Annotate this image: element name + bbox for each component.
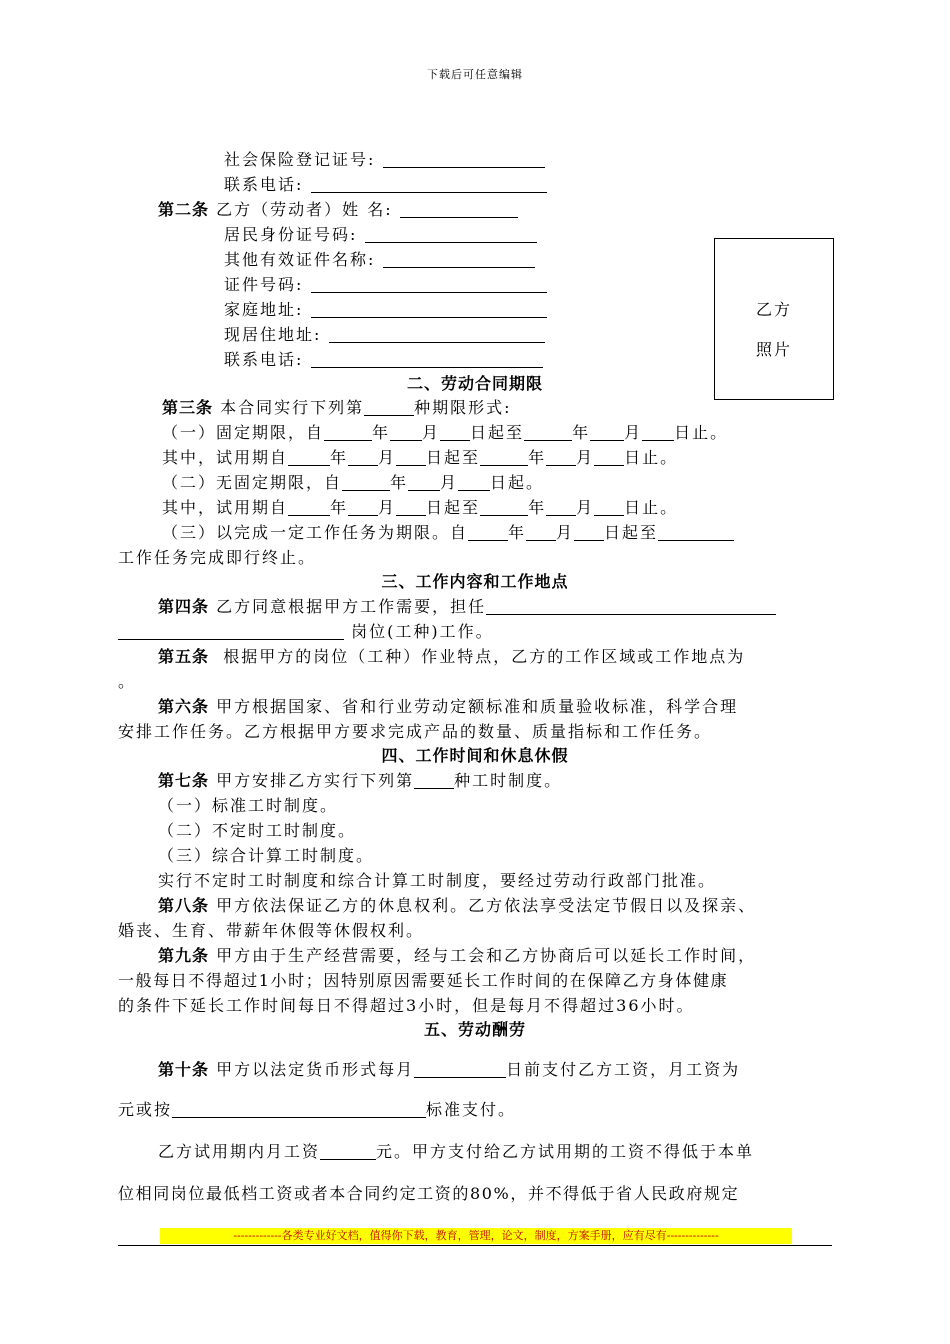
article-10-cont-2 [158,1142,754,1162]
text: 年 [330,498,349,517]
blank-field[interactable] [408,474,440,491]
text: 月 [440,473,459,492]
page-header: 下载后可任意编辑 [427,68,523,81]
blank-field[interactable] [348,499,378,516]
blank-field[interactable] [642,424,674,441]
task-end-line: 工作任务完成即行终止。 [118,548,317,567]
article-4-cont [118,622,494,642]
article-9-line [158,946,756,966]
blank-field[interactable] [400,201,518,218]
text: 年 [390,473,409,492]
text: 年 [528,498,547,517]
article-5-cont: 。 [118,672,137,691]
text: （一）固定期限，自 [162,423,325,442]
text: 甲方由于生产经营需要，经与工会和乙方协商后可以延长工作时间， [216,946,757,965]
article-6-line [158,697,738,717]
phone-line-a [224,175,547,195]
label: 乙方（劳动者）姓 名: [216,200,393,219]
phone-line-b [224,350,543,370]
article-4-line [158,597,776,617]
article-number: 第五条 [158,647,210,666]
blank-field[interactable] [342,474,390,491]
blank-field[interactable] [546,499,576,516]
blank-field[interactable] [594,449,624,466]
article-10-cont-3: 位相同岗位最低档工资或者本合同约定工资的80%，并不得低于省人民政府规定 [118,1184,740,1203]
blank-field[interactable] [594,499,624,516]
cert-number-line [224,275,547,295]
blank-field[interactable] [658,524,734,541]
text: 月 [378,448,397,467]
article-8-cont: 婚丧、生育、带薪年休假等休假权利。 [118,921,425,940]
text: 本合同实行下列第 [220,398,365,417]
article-7-line [158,771,562,791]
blank-field[interactable] [320,1143,376,1160]
text: 乙方试用期内月工资 [158,1142,321,1161]
text: 种期限形式: [414,398,512,417]
photo-label: 照片 [755,340,792,359]
blank-field[interactable] [546,449,576,466]
text: 根据甲方的岗位（工种）作业特点，乙方的工作区域或工作地点为 [223,647,746,666]
article-10-line [158,1060,740,1080]
text: 日起至 [426,448,481,467]
text: 其中，试用期自 [162,498,289,517]
section-2-title: 二、劳动合同期限 [406,374,543,393]
blank-field[interactable] [383,151,545,168]
blank-field[interactable] [468,524,508,541]
article-number: 第十条 [158,1060,210,1079]
label: 居民身份证号码: [224,225,358,244]
article-number: 第三条 [162,398,214,417]
probation-line-1 [162,448,678,468]
text: 月 [576,448,595,467]
text: （二）无固定期限，自 [162,473,343,492]
hours-flexible: （二）不定时工时制度。 [158,821,357,840]
text: 种工时制度。 [454,771,563,790]
blank-field[interactable] [288,449,330,466]
section-5-title: 五、劳动酬劳 [423,1020,526,1039]
blank-field[interactable] [526,524,556,541]
text: 月 [378,498,397,517]
text: 标准支付。 [426,1100,517,1119]
blank-field[interactable] [396,499,426,516]
blank-field[interactable] [458,474,490,491]
label: 联系电话: [224,175,304,194]
text: 日止。 [624,498,679,517]
text: 月 [624,423,643,442]
text: 日起至 [604,523,659,542]
period-open-line [162,473,544,493]
hours-approval: 实行不定时工时制度和综合计算工时制度，要经过劳动行政部门批准。 [158,871,717,890]
blank-field[interactable] [440,424,470,441]
article-number: 第八条 [158,896,210,915]
blank-field[interactable] [364,399,414,416]
other-id-line [224,250,535,270]
blank-field[interactable] [480,449,528,466]
blank-field[interactable] [414,772,454,789]
article-number: 第九条 [158,946,210,965]
blank-field[interactable] [348,449,378,466]
blank-field[interactable] [396,449,426,466]
article-5-line [158,647,745,667]
text: 月 [576,498,595,517]
text: 年 [372,423,391,442]
current-address-line [224,325,545,345]
blank-field[interactable] [590,424,624,441]
blank-field[interactable] [311,301,547,318]
text: 甲方以法定货币形式每月 [216,1060,415,1079]
label: 现居住地址: [224,325,322,344]
label: 联系电话: [224,350,304,369]
text: 甲方安排乙方实行下列第 [216,771,415,790]
blank-field[interactable] [311,176,547,193]
text: 元。甲方支付给乙方试用期的工资不得低于本单 [376,1142,755,1161]
footer-banner: -------------各类专业好文档，值得你下载，教育，管理，论文，制度，方案手册，应有尽有-------------- [160,1228,792,1244]
blank-field[interactable] [172,1101,426,1118]
blank-field[interactable] [414,1061,506,1078]
text: 年 [572,423,591,442]
period-fixed-line [162,423,728,443]
text: 乙方同意根据甲方工作需要，担任 [216,597,487,616]
article-number: 第七条 [158,771,210,790]
text: 日前支付乙方工资，月工资为 [506,1060,741,1079]
label: 其他有效证件名称: [224,250,376,269]
text: 日止。 [624,448,679,467]
text: 甲方根据国家、省和行业劳动定额标准和质量验收标准，科学合理 [216,697,739,716]
article-9-cont-1: 一般每日不得超过1小时；因特别原因需要延长工作时间的在保障乙方身体健康 [118,971,729,990]
text: 年 [528,448,547,467]
text: 日止。 [674,423,729,442]
article-3-line [162,398,512,418]
blank-field[interactable] [324,424,372,441]
article-number: 第二条 [158,200,210,219]
label: 证件号码: [224,275,304,294]
home-address-line [224,300,547,320]
period-task-line [162,523,734,543]
article-number: 第四条 [158,597,210,616]
text: 甲方依法保证乙方的休息权利。乙方依法享受法定节假日以及探亲、 [216,896,757,915]
social-insurance-line [224,150,545,170]
text: 元或按 [118,1100,173,1119]
text: 日起至 [470,423,525,442]
blank-field[interactable] [365,226,537,243]
text: 日起。 [490,473,545,492]
blank-field[interactable] [329,326,545,343]
id-number-line [224,225,537,245]
blank-field[interactable] [480,499,528,516]
blank-field[interactable] [574,524,604,541]
article-2-line [158,200,518,220]
text: 年 [330,448,349,467]
blank-field[interactable] [486,598,776,615]
article-6-cont: 安排工作任务。乙方根据甲方要求完成产品的数量、质量指标和工作任务。 [118,722,713,741]
article-8-line [158,896,756,916]
label: 社会保险登记证号: [224,150,376,169]
blank-field[interactable] [311,351,543,368]
blank-field[interactable] [311,276,547,293]
section-3-title: 三、工作内容和工作地点 [381,572,569,591]
blank-field[interactable] [524,424,572,441]
article-10-cont-1 [118,1100,516,1120]
text: 其中，试用期自 [162,448,289,467]
hours-comprehensive: （三）综合计算工时制度。 [158,846,375,865]
hours-standard: （一）标准工时制度。 [158,796,339,815]
probation-line-2 [162,498,678,518]
blank-field[interactable] [383,251,535,268]
text: 岗位(工种)工作。 [351,622,494,641]
section-4-title: 四、工作时间和休息休假 [381,746,569,765]
blank-field[interactable] [288,499,330,516]
blank-field[interactable] [118,623,344,640]
article-9-cont-2: 的条件下延长工作时间每日不得超过3小时，但是每月不得超过36小时。 [118,996,695,1015]
text: 年 [508,523,527,542]
text: （三）以完成一定工作任务为期限。自 [162,523,469,542]
label: 家庭地址: [224,300,304,319]
footer-divider [118,1245,832,1246]
photo-label: 乙方 [755,300,792,319]
text: 月 [556,523,575,542]
text: 月 [422,423,441,442]
article-number: 第六条 [158,697,210,716]
blank-field[interactable] [390,424,422,441]
text: 日起至 [426,498,481,517]
